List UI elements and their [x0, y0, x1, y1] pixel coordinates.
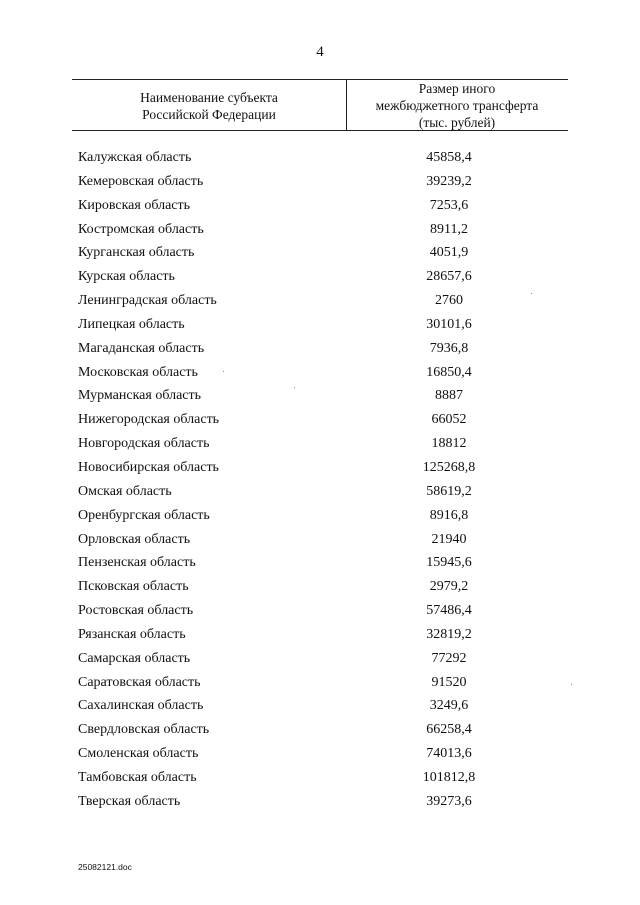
region-name: Магаданская область — [78, 340, 205, 356]
transfer-amount: 8911,2 — [430, 221, 468, 237]
transfer-amount: 16850,4 — [426, 364, 472, 380]
transfer-amount: 57486,4 — [426, 603, 472, 619]
table-row — [0, 530, 640, 554]
transfer-amount: 39273,6 — [426, 793, 472, 809]
transfer-amount: 28657,6 — [426, 269, 472, 285]
region-name: Ленинградская область — [78, 293, 217, 309]
region-name: Ростовская область — [78, 603, 194, 619]
table-row — [0, 267, 640, 291]
table-row — [0, 577, 640, 601]
region-name: Омская область — [78, 483, 172, 499]
table-row — [0, 291, 640, 315]
table-row — [0, 172, 640, 196]
region-name: Московская область — [78, 364, 198, 380]
transfer-amount: 45858,4 — [426, 150, 472, 165]
table-row — [0, 196, 640, 220]
scan-speck — [571, 684, 572, 685]
transfer-amount: 8916,8 — [429, 507, 469, 523]
scan-speck — [294, 387, 295, 388]
region-name: Пензенская область — [78, 555, 196, 571]
transfer-amount: 8887 — [435, 388, 463, 404]
table-row — [0, 458, 640, 482]
region-name: Курганская область — [78, 245, 195, 261]
region-name: Орловская область — [78, 531, 191, 547]
region-name: Кемеровская область — [78, 173, 204, 189]
region-name: Курская область — [78, 269, 175, 285]
transfer-amount: 66052 — [431, 412, 467, 428]
region-name: Псковская область — [78, 579, 189, 595]
region-name: Липецкая область — [78, 316, 185, 332]
region-name: Нижегородская область — [78, 412, 220, 428]
transfer-amount: 101812,8 — [422, 769, 476, 785]
transfer-amount: 2979,2 — [429, 579, 469, 595]
transfer-amount: 74013,6 — [426, 746, 472, 762]
region-name: Костромская область — [78, 221, 204, 237]
transfer-amount: 18812 — [431, 436, 467, 452]
transfer-amount: 91520 — [431, 674, 467, 690]
table-row — [0, 339, 640, 363]
region-name: Саратовская область — [78, 674, 201, 690]
table-row — [0, 434, 640, 458]
region-name: Мурманская область — [78, 388, 202, 404]
table-row — [0, 386, 640, 410]
transfer-amount: 58619,2 — [426, 483, 472, 499]
region-name: Тверская область — [78, 793, 181, 809]
region-name: Смоленская область — [78, 746, 199, 762]
region-name: Новгородская область — [78, 436, 210, 452]
document-id: 25082121.doc — [78, 862, 132, 872]
header-transfer-amount-line-3: (тыс. рублей) — [418, 115, 496, 130]
region-name: Кировская область — [78, 197, 191, 213]
table-row — [0, 148, 640, 172]
table-row — [0, 744, 640, 768]
table-row — [0, 410, 640, 434]
transfer-amount: 125268,8 — [422, 459, 476, 475]
transfer-amount: 2760 — [435, 293, 463, 309]
table-row — [0, 768, 640, 792]
transfer-amount: 4051,9 — [429, 245, 469, 261]
table-row — [0, 482, 640, 506]
region-name: Рязанская область — [78, 626, 186, 642]
table-body — [0, 148, 640, 816]
region-name: Тамбовская область — [78, 769, 197, 785]
table-row — [0, 792, 640, 816]
header-region-name — [72, 89, 346, 123]
table-row — [0, 696, 640, 720]
region-name: Сахалинская область — [78, 698, 204, 714]
transfer-amount: 32819,2 — [426, 626, 472, 642]
transfer-amount: 21940 — [431, 531, 467, 547]
transfer-amount: 77292 — [431, 650, 467, 666]
region-name: Новосибирская область — [78, 459, 219, 475]
table-row — [0, 720, 640, 744]
table-row — [0, 601, 640, 625]
header-region-name-line-2: Российской Федерации — [142, 107, 276, 122]
table-row — [0, 243, 640, 267]
scan-speck — [223, 371, 224, 372]
table-row — [0, 673, 640, 697]
header-transfer-amount-line-2: межбюджетного трансферта — [375, 98, 539, 113]
table-row — [0, 220, 640, 244]
header-region-name-line-1: Наименование субъекта — [140, 90, 278, 105]
transfer-amount: 30101,6 — [426, 316, 472, 332]
transfer-amount: 15945,6 — [426, 555, 472, 571]
table-row — [0, 649, 640, 673]
transfer-amount: 3249,6 — [429, 698, 469, 714]
table-row — [0, 625, 640, 649]
region-name: Оренбургская область — [78, 507, 210, 523]
region-name: Самарская область — [78, 650, 191, 666]
table-row — [0, 363, 640, 387]
table-row — [0, 315, 640, 339]
transfer-amount: 39239,2 — [426, 173, 472, 189]
region-name: Свердловская область — [78, 722, 210, 738]
transfer-amount: 7253,6 — [429, 197, 469, 213]
transfer-amount: 7936,8 — [429, 340, 469, 356]
header-transfer-amount-line-1: Размер иного — [418, 81, 496, 96]
header-transfer-amount — [346, 80, 568, 131]
table-row — [0, 506, 640, 530]
page-number: 4 — [316, 44, 324, 60]
transfer-amount: 66258,4 — [426, 722, 472, 738]
region-name: Калужская область — [78, 150, 192, 165]
table-row — [0, 553, 640, 577]
scan-speck — [531, 293, 532, 294]
